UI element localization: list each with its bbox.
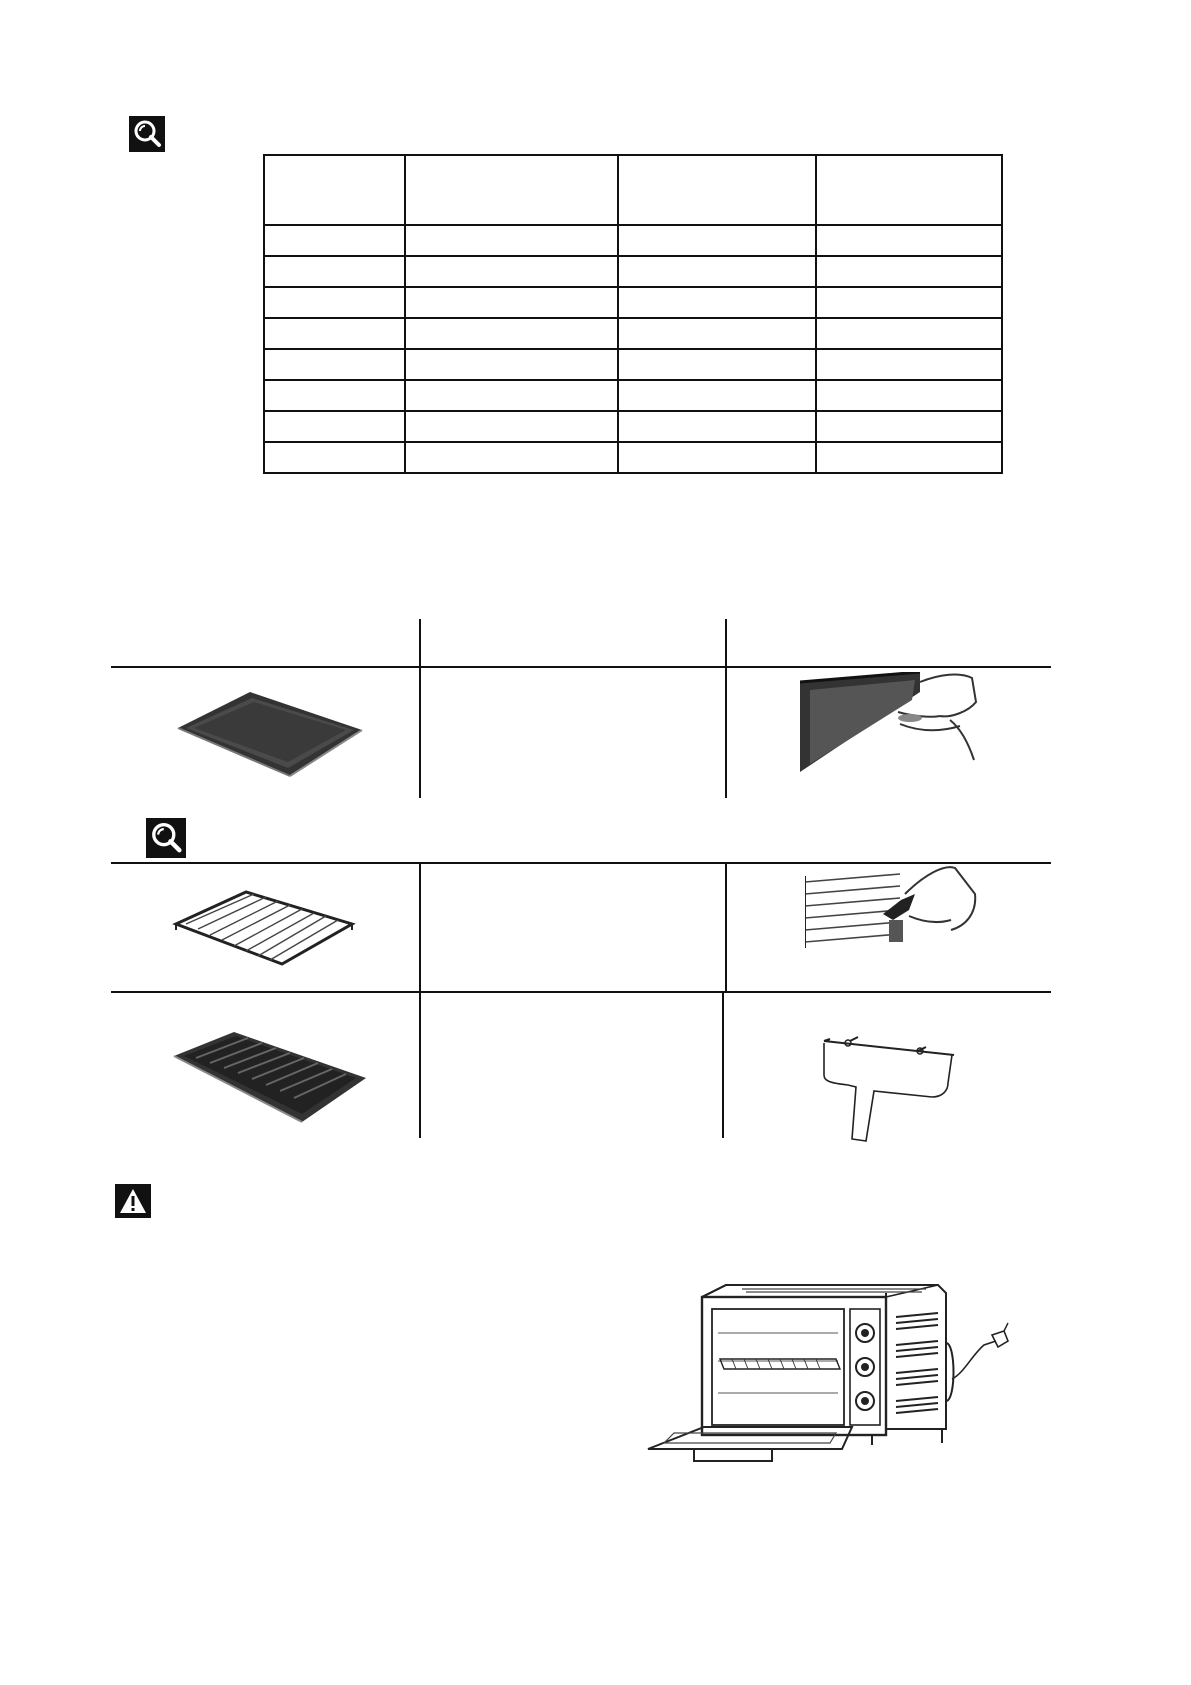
table-cell [264,318,405,349]
table-cell [264,411,405,442]
table-cell [264,380,405,411]
table-cell [264,225,405,256]
magnifier-note-icon [146,818,186,858]
wire-rack-image [172,888,362,968]
table-cell [405,318,618,349]
table-cell [405,256,618,287]
table-row [264,225,1002,256]
table-cell [816,442,1002,473]
table-row [264,256,1002,287]
grid-divider [111,666,1051,668]
table-cell [405,287,618,318]
table-cell [816,318,1002,349]
table-cell [618,155,816,225]
table-cell [405,155,618,225]
table-cell [618,442,816,473]
rack-handling-image [805,864,985,959]
table-cell [264,349,405,380]
table-cell [405,380,618,411]
table-cell [405,225,618,256]
grill-pan-image [170,1030,370,1125]
grid-divider [722,991,724,1138]
table-cell [405,349,618,380]
table-row [264,349,1002,380]
table-cell [816,380,1002,411]
grid-divider [419,619,421,798]
table-cell [618,411,816,442]
table-cell [264,256,405,287]
table-cell [816,349,1002,380]
grid-divider [725,619,727,798]
grid-divider [725,862,727,991]
table-cell [618,349,816,380]
table-row [264,318,1002,349]
table-cell [618,318,816,349]
table-row [264,442,1002,473]
grid-divider [111,991,1051,993]
tray-handling-image [800,672,980,772]
table-row [264,411,1002,442]
table-cell [618,256,816,287]
table-cell [405,411,618,442]
table-row [264,287,1002,318]
table-cell [264,155,405,225]
magnifier-note-icon [129,116,165,152]
table-cell [618,287,816,318]
spec-table [263,154,1003,474]
tray-handle-image [808,1035,958,1143]
baking-tray-image [170,690,370,780]
table-cell [618,380,816,411]
table-cell [816,155,1002,225]
table-cell [816,411,1002,442]
table-cell [816,225,1002,256]
warning-triangle-icon [115,1184,151,1218]
table-cell [264,442,405,473]
table-cell [264,287,405,318]
table-header-row [264,155,1002,225]
table-cell [405,442,618,473]
oven-image [646,1283,1016,1468]
grid-divider [419,862,421,1138]
table-cell [816,256,1002,287]
table-cell [816,287,1002,318]
table-cell [618,225,816,256]
table-row [264,380,1002,411]
